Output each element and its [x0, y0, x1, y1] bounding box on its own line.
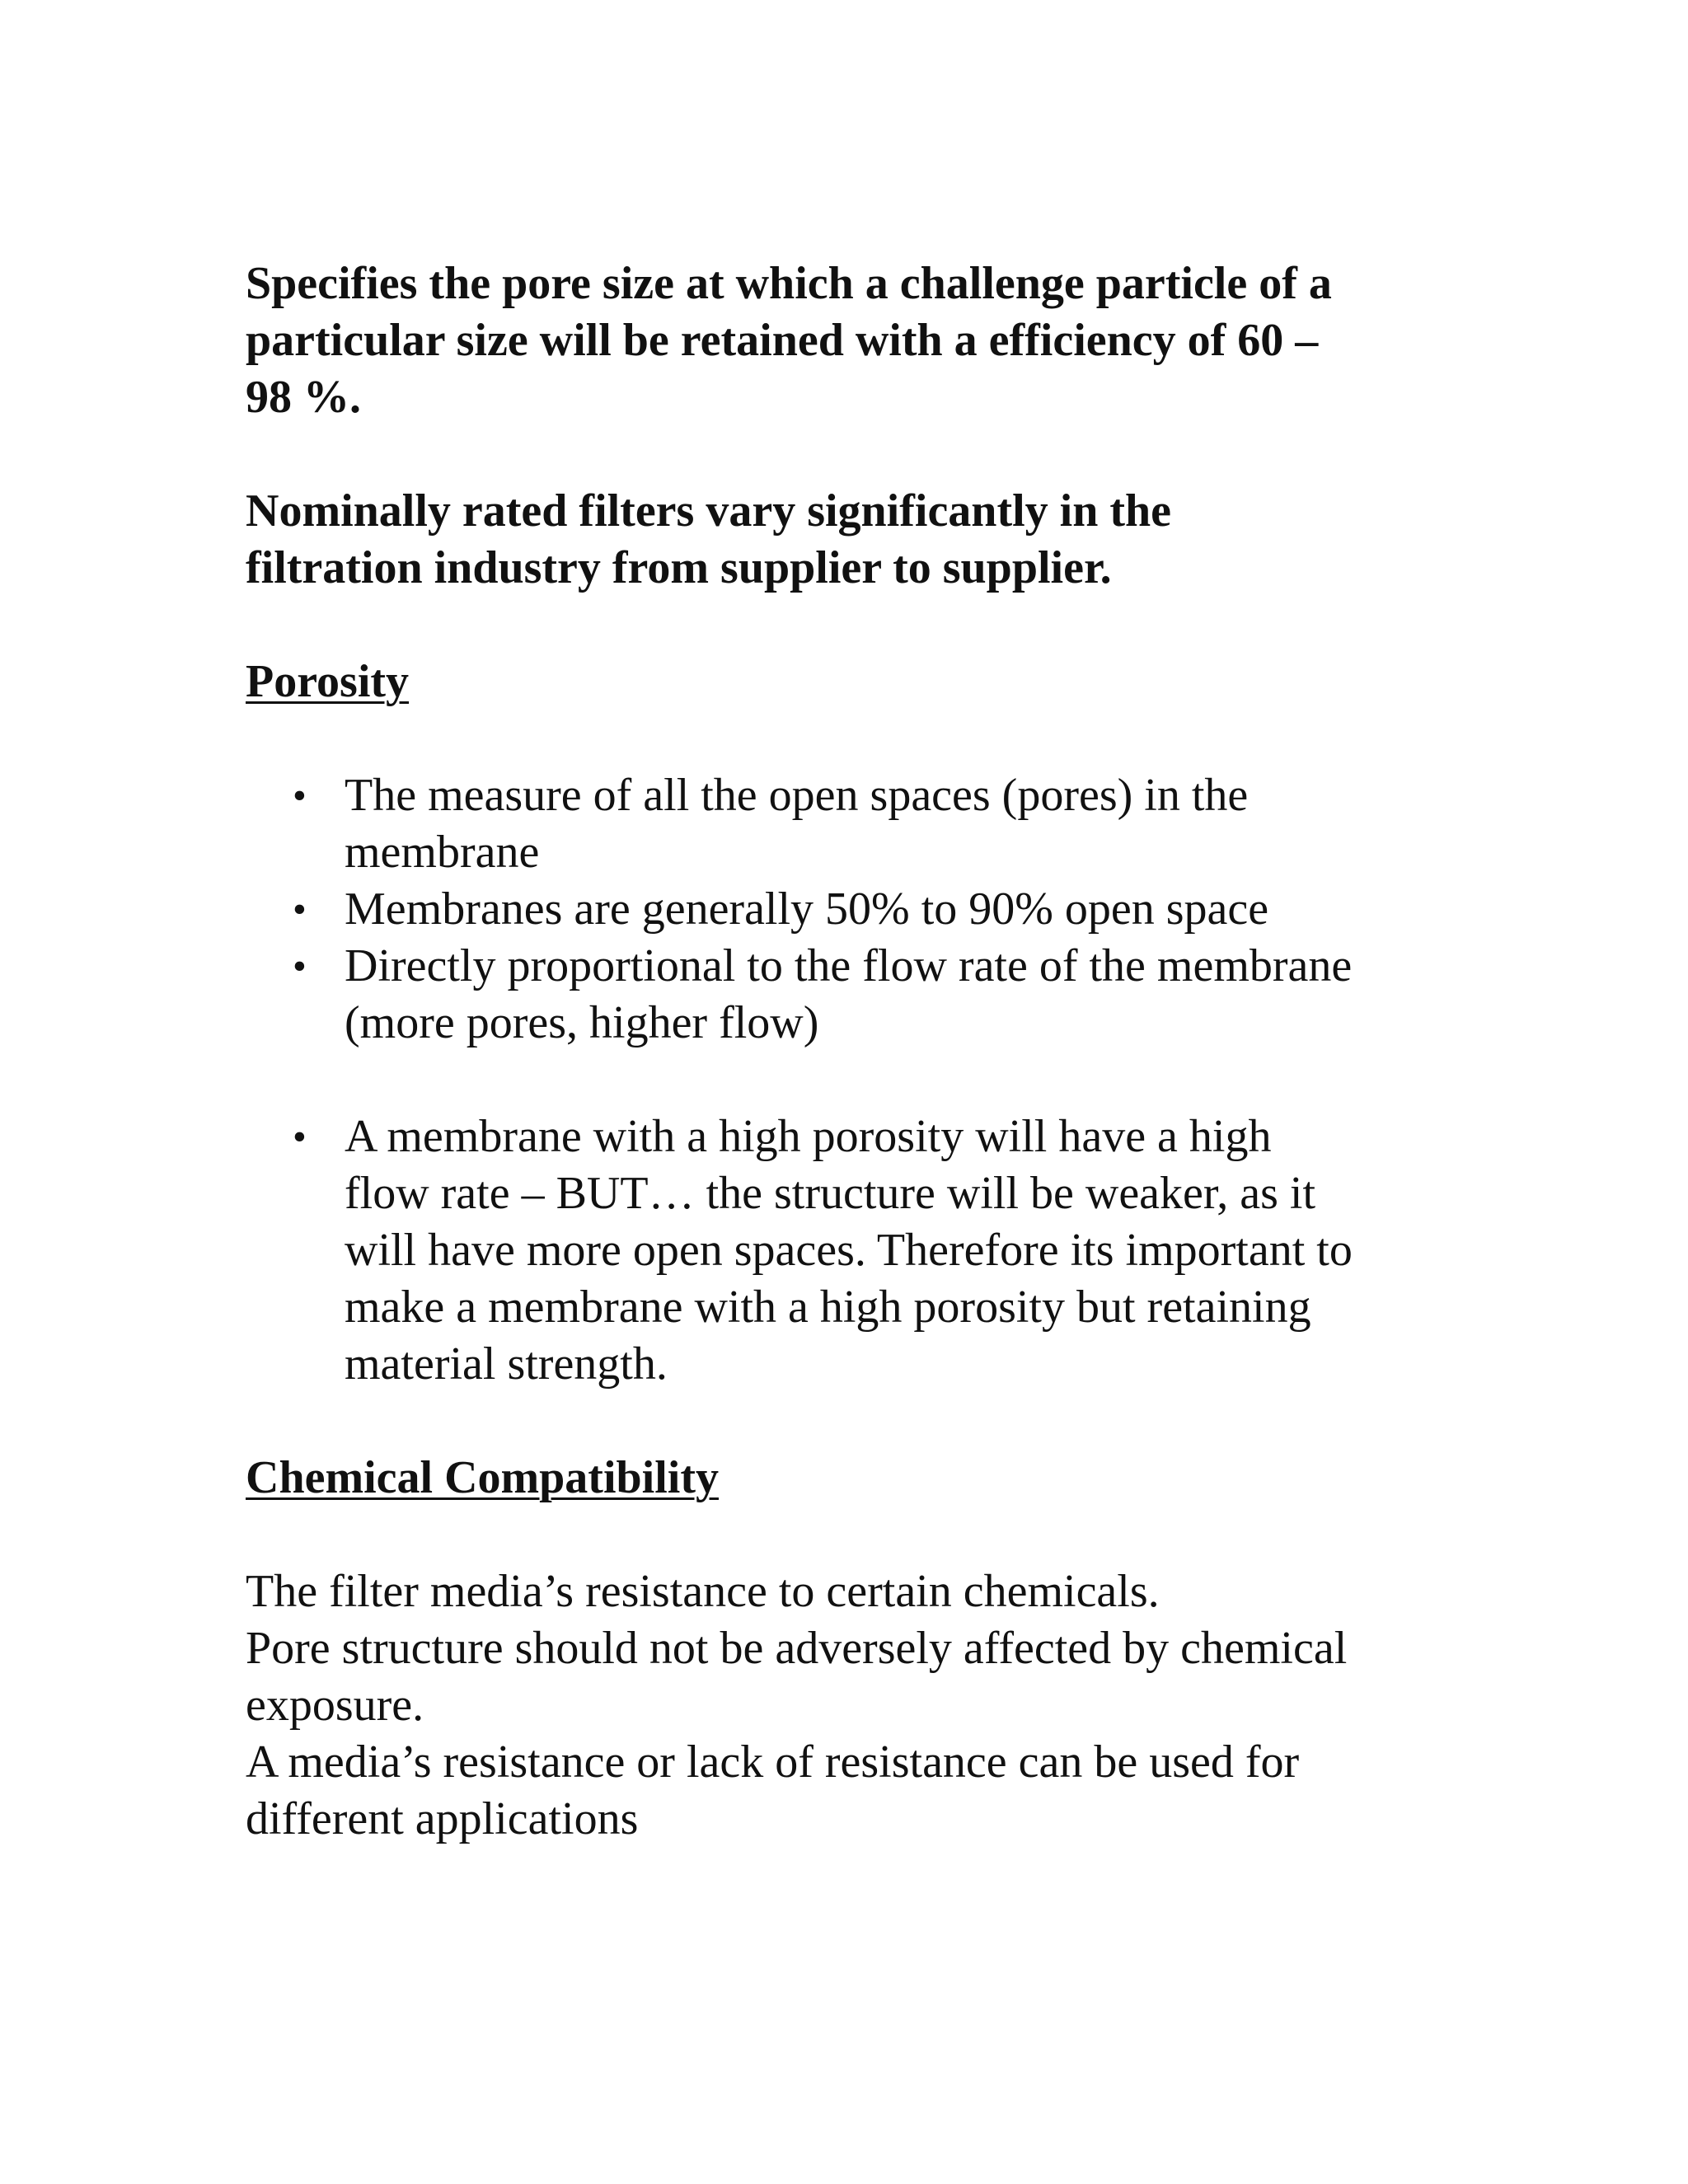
- list-item: [246, 938, 1449, 1052]
- list-item: [246, 767, 1449, 881]
- bullet-spacer: [246, 1052, 1449, 1108]
- porosity-heading: Porosity: [246, 656, 410, 707]
- chemical-line: exposure.: [246, 1680, 424, 1731]
- document-page: [246, 255, 1449, 1848]
- chemical-compatibility-heading: Chemical Compatibility: [246, 1452, 719, 1503]
- list-item: [246, 1108, 1449, 1393]
- bullet-line: Membranes are generally 50% to 90% open space: [345, 883, 1269, 935]
- intro-line: Specifies the pore size at which a challenge particle of a: [246, 258, 1332, 309]
- intro-line: 98 %.: [246, 372, 361, 423]
- chemical-line: different applications: [246, 1793, 639, 1844]
- bullet-icon: •: [293, 1115, 307, 1159]
- bullet-line: membrane: [345, 827, 540, 878]
- chemical-line: A media’s resistance or lack of resistance can be used for: [246, 1736, 1300, 1788]
- intro-line: particular size will be retained with a efficiency of 60 –: [246, 315, 1319, 366]
- bullet-line: The measure of all the open spaces (pores) in the: [345, 770, 1249, 821]
- bullet-line: A membrane with a high porosity will have a high: [345, 1111, 1272, 1162]
- bullet-icon: •: [293, 888, 307, 931]
- nominal-paragraph: [246, 483, 1449, 597]
- bullet-line: material strength.: [345, 1338, 668, 1390]
- porosity-bullet-list: [246, 767, 1449, 1393]
- chemical-line: The filter media’s resistance to certain chemicals.: [246, 1566, 1160, 1617]
- list-item: [246, 881, 1449, 938]
- bullet-line: Directly proportional to the flow rate of the membrane: [345, 940, 1353, 991]
- bullet-icon: •: [293, 944, 307, 988]
- intro-paragraph: [246, 255, 1449, 426]
- chemical-line: Pore structure should not be adversely affected by chemical: [246, 1623, 1348, 1674]
- bullet-line: make a membrane with a high porosity but retaining: [345, 1282, 1311, 1333]
- bullet-line: will have more open spaces. Therefore its important to: [345, 1225, 1353, 1276]
- bullet-line: flow rate – BUT… the structure will be weaker, as it: [345, 1168, 1316, 1219]
- chemical-paragraph: [246, 1563, 1449, 1848]
- bullet-icon: •: [293, 774, 307, 818]
- nominal-line: filtration industry from supplier to supplier.: [246, 542, 1112, 593]
- bullet-line: (more pores, higher flow): [345, 997, 819, 1048]
- nominal-line: Nominally rated filters vary significantly in the: [246, 485, 1172, 537]
